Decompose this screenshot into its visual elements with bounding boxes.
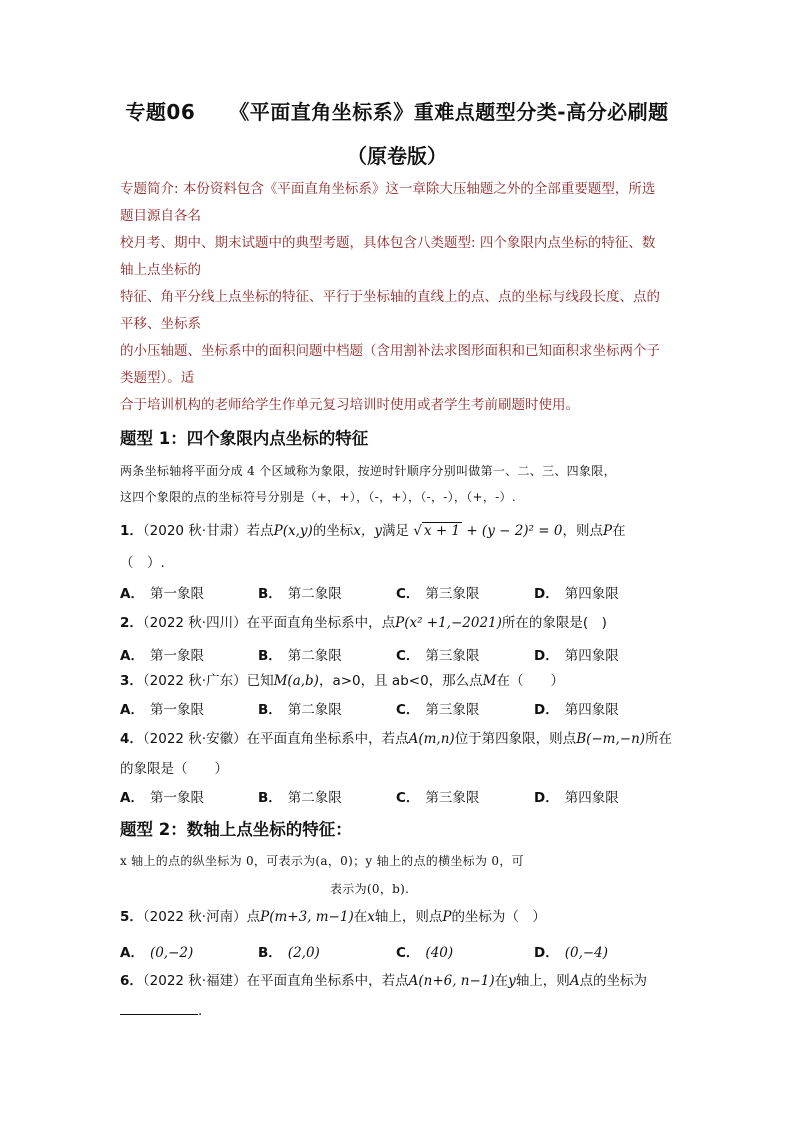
sqrt-term: x + 1: [423, 523, 461, 539]
math-var: M: [482, 673, 497, 689]
math-point: M(a,b): [273, 673, 319, 689]
intro-line: 校月考、期中、期末试题中的典型考题，具体包含八类题型: 四个象限内点坐标的特征、数: [120, 235, 656, 251]
math-var: P: [442, 909, 452, 925]
option-text: (0,−2): [149, 945, 194, 961]
question-text: 在: [494, 973, 509, 989]
question-6: [120, 966, 690, 996]
math-point: P(m+3, m−1): [260, 909, 354, 925]
section-heading-1: 题型 1：四个象限内点坐标的特征: [120, 429, 369, 448]
question-number: 5．: [120, 909, 143, 925]
option-letter: D．: [534, 702, 559, 718]
question-2: [120, 608, 690, 638]
question-text: 在（ ）: [496, 673, 564, 689]
option-b[interactable]: [258, 644, 396, 664]
option-d[interactable]: [534, 644, 672, 664]
option-text: 第三象限: [425, 790, 480, 806]
question-text: .: [198, 1003, 203, 1019]
question-text: 的坐标: [312, 523, 354, 539]
option-letter: D．: [534, 586, 559, 602]
option-letter: A．: [120, 586, 144, 602]
math-var: P: [602, 523, 613, 539]
option-letter: A．: [120, 648, 144, 664]
section-note-line: 表示为(0，b).: [330, 882, 410, 896]
option-text: 第四象限: [564, 648, 619, 664]
question-number: 4．: [120, 731, 143, 747]
options-row: [120, 941, 680, 961]
question-text: 已知: [246, 673, 274, 689]
option-letter: D．: [534, 790, 559, 806]
section-note-line: 两条坐标轴将平面分成 4 个区域称为象限，按逆时针顺序分别叫做第一、二、三、四象限，: [120, 464, 616, 478]
question-text: 若点: [246, 523, 274, 539]
intro-line: 特征、角平分线上点坐标的特征、平行于坐标轴的直线上的点、点的坐标与线段长度、点的: [120, 289, 660, 305]
page-subtitle: （原卷版）: [347, 144, 447, 168]
question-text: 在平面直角坐标系中，若点: [246, 973, 409, 989]
intro-line: 专题简介: 本份资料包含《平面直角坐标系》这一章除大压轴题之外的全部重要题型，所选: [120, 181, 656, 197]
question-text: 在平面直角坐标系中，若点: [246, 731, 409, 747]
intro-line: 类题型）。适: [120, 370, 195, 386]
question-source: （2020 秋·甘肃）: [142, 523, 247, 539]
question-source: （2022 秋·河南）: [142, 909, 247, 925]
question-3: [120, 666, 690, 696]
math-var: y: [508, 973, 516, 989]
intro-line: 合于培训机构的老师给学生作单元复习培训时使用或者学生考前刷题时使用。: [120, 397, 579, 413]
option-letter: D．: [534, 945, 559, 961]
option-letter: C．: [396, 945, 420, 961]
question-text: 点: [246, 909, 261, 925]
option-text: 第四象限: [564, 702, 619, 718]
question-text: 所在: [645, 731, 673, 747]
intro-line: 的小压轴题、坐标系中的面积问题中档题（含用割补法求图形面积和已知面积求坐标两个子: [120, 343, 660, 359]
option-text: 第一象限: [149, 702, 204, 718]
option-b[interactable]: [258, 786, 396, 806]
math-point: P(x² +1,−2021): [395, 615, 502, 631]
option-letter: D．: [534, 648, 559, 664]
option-c[interactable]: [396, 582, 534, 602]
title-main: 《平面直角坐标系》重难点题型分类-高分必刷题: [229, 100, 669, 124]
question-text: 在平面直角坐标系中，点: [246, 615, 396, 631]
option-letter: C．: [396, 790, 420, 806]
question-text: ，a>0，且 ab<0，那么点: [318, 673, 483, 689]
intro-line: 平移、坐标系: [120, 316, 201, 332]
option-letter: A．: [120, 945, 144, 961]
option-text: (0,−4): [564, 945, 609, 961]
answer-blank-line: [120, 996, 690, 1026]
option-letter: B．: [258, 702, 282, 718]
option-d[interactable]: [534, 698, 672, 718]
math-equation: √ x + 1 + (y − 2)² = 0: [413, 523, 563, 539]
question-text: 点的坐标为: [579, 973, 648, 989]
option-letter: C．: [396, 586, 420, 602]
intro-line: 轴上点坐标的: [120, 262, 201, 278]
option-text: 第二象限: [287, 702, 342, 718]
option-letter: B．: [258, 648, 282, 664]
option-a[interactable]: [120, 786, 258, 806]
option-c[interactable]: [396, 698, 534, 718]
option-text: 第二象限: [287, 648, 342, 664]
page-title: [0, 96, 794, 125]
question-number: 2．: [120, 615, 143, 631]
question-text: 所在的象限是( ): [501, 615, 607, 631]
question-text: 轴上，则: [515, 973, 570, 989]
math-point: A(m,n): [408, 731, 455, 747]
question-source: （2022 秋·广东）: [142, 673, 247, 689]
section-note-line: x 轴上的点的纵坐标为 0，可表示为(a，0)；y 轴上的点的横坐标为 0，可: [120, 854, 524, 868]
question-text: 在: [353, 909, 368, 925]
equation-rest: + (y − 2)² = 0: [466, 523, 563, 539]
option-text: 第三象限: [425, 648, 480, 664]
option-letter: A．: [120, 790, 144, 806]
option-text: 第一象限: [149, 648, 204, 664]
answer-paren: （ ）.: [120, 555, 165, 571]
math-point: P(x,y): [273, 523, 313, 539]
option-letter: B．: [258, 945, 282, 961]
option-text: 第一象限: [149, 790, 204, 806]
question-1: [120, 516, 690, 546]
option-text: 第四象限: [564, 790, 619, 806]
option-text: (2,0): [287, 945, 320, 961]
option-letter: A．: [120, 702, 144, 718]
option-c[interactable]: [396, 941, 534, 961]
option-a[interactable]: [120, 698, 258, 718]
question-text: 的坐标为（ ）: [451, 909, 546, 925]
math-vars: x，y: [353, 523, 383, 539]
option-a[interactable]: [120, 941, 258, 961]
question-number: 3．: [120, 673, 143, 689]
math-point: A(n+6, n−1): [408, 973, 495, 989]
question-source: （2022 秋·四川）: [142, 615, 247, 631]
option-b[interactable]: [258, 698, 396, 718]
option-text: 第二象限: [287, 586, 342, 602]
options-row: [120, 644, 680, 664]
math-var: A: [569, 973, 580, 989]
option-text: (40): [425, 945, 454, 961]
options-row: [120, 582, 680, 602]
question-number: 1．: [120, 523, 143, 539]
question-text: 满足: [382, 523, 410, 539]
answer-blank[interactable]: [120, 1000, 198, 1015]
question-text: ，则点: [562, 523, 603, 539]
option-letter: C．: [396, 702, 420, 718]
section-heading-2: 题型 2：数轴上点坐标的特征：: [120, 820, 352, 839]
question-number: 6．: [120, 973, 143, 989]
question-4: [120, 724, 690, 754]
option-text: 第三象限: [425, 702, 480, 718]
option-letter: C．: [396, 648, 420, 664]
question-5: [120, 902, 690, 932]
option-a[interactable]: [120, 644, 258, 664]
question-text: 轴上，则点: [374, 909, 443, 925]
option-b[interactable]: [258, 941, 396, 961]
question-text: 在: [612, 523, 626, 539]
option-letter: B．: [258, 790, 282, 806]
option-text: 第三象限: [425, 586, 480, 602]
option-text: 第四象限: [564, 586, 619, 602]
question-text: 位于第四象限，则点: [454, 731, 577, 747]
intro-line: 题目源自各名: [120, 208, 201, 224]
math-var: x: [367, 909, 375, 925]
option-c[interactable]: [396, 644, 534, 664]
option-d[interactable]: [534, 786, 672, 806]
question-source: （2022 秋·福建）: [142, 973, 247, 989]
question-4-cont: 的象限是（ ）: [120, 761, 228, 777]
option-letter: B．: [258, 586, 282, 602]
options-row: [120, 786, 680, 806]
options-row: [120, 698, 680, 718]
question-source: （2022 秋·安徽）: [142, 731, 247, 747]
option-d[interactable]: [534, 582, 672, 602]
option-c[interactable]: [396, 786, 534, 806]
option-text: 第一象限: [149, 586, 204, 602]
section-note-line: 这四个象限的点的坐标符号分别是（+，+），（-，+），（-，-），（+，-）.: [120, 490, 516, 504]
math-point: B(−m,−n): [576, 731, 646, 747]
option-text: 第二象限: [287, 790, 342, 806]
option-a[interactable]: [120, 582, 258, 602]
option-b[interactable]: [258, 582, 396, 602]
option-d[interactable]: [534, 941, 672, 961]
title-prefix: 专题06: [125, 100, 196, 124]
